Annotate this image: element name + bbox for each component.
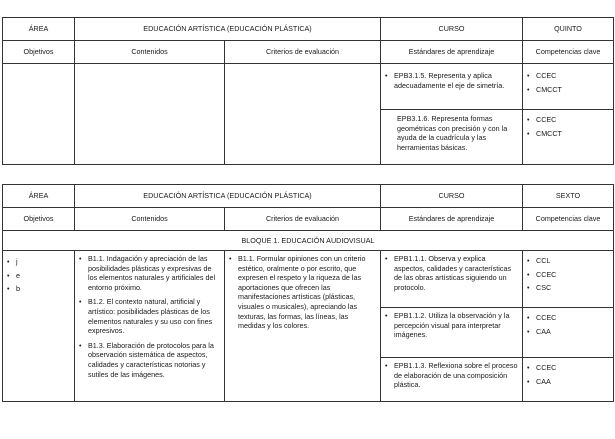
block-title: BLOQUE 1. EDUCACIÓN AUDIOVISUAL (3, 231, 614, 251)
curriculum-table-quinto (2, 17, 614, 165)
course-value: QUINTO (523, 18, 614, 41)
standard-cell (381, 110, 523, 165)
contents-cell (75, 64, 225, 165)
competency-item: • CSC (527, 283, 609, 293)
competencies-cell (523, 251, 614, 308)
subject-title: EDUCACIÓN ARTÍSTICA (EDUCACIÓN PLÁSTICA) (75, 18, 381, 41)
criteria-cell (225, 251, 381, 402)
competencies-cell (523, 64, 614, 110)
standard-cell (381, 251, 523, 308)
column-header-competencias: Competencias clave (523, 41, 614, 64)
competency-item: • CCEC (527, 363, 609, 373)
competency-item: • CCEC (527, 115, 609, 125)
content-item: • B1.1. Indagación y apreciación de las posibilidades plásticas y expresivas de los elementos naturales y artificiales del entorno próximo. (79, 254, 220, 292)
column-header-criterios: Criterios de evaluación (225, 41, 381, 64)
competency-item: • CAA (527, 377, 609, 387)
column-header-estandares: Estándares de aprendizaje (381, 208, 523, 231)
subject-title: EDUCACIÓN ARTÍSTICA (EDUCACIÓN PLÁSTICA) (75, 185, 381, 208)
column-header-competencias: Competencias clave (523, 208, 614, 231)
column-header-criterios: Criterios de evaluación (225, 208, 381, 231)
competency-item: • CMCCT (527, 129, 609, 139)
competency-item: • CMCCT (527, 85, 609, 95)
contents-cell (75, 251, 225, 402)
competencies-cell (523, 110, 614, 165)
criterion-item: • B1.1. Formular opiniones con un criterio estético, oralmente o por escrito, que expresen el respeto y la riqueza de las aportaciones que ofrecen las manifestaciones artísticas (plásticas, visuales o musicales), apreciando las texturas, las formas, las líneas, las medidas y los colores. (229, 254, 376, 331)
competency-item: • CCL (527, 256, 609, 266)
standard-cell (381, 64, 523, 110)
competency-item: • CCEC (527, 270, 609, 280)
column-header-objetivos: Objetivos (3, 208, 75, 231)
competencies-cell (523, 358, 614, 402)
column-header-estandares: Estándares de aprendizaje (381, 41, 523, 64)
competency-item: • CCEC (527, 71, 609, 81)
competencies-cell (523, 308, 614, 358)
content-item: • B1.2. El contexto natural, artificial y artístico: posibilidades plásticas de los elementos naturales y su uso con fines expresivos. (79, 297, 220, 335)
standard-item: EPB3.1.6. Representa formas geométricas con precisión y con la ayuda de la cuadrícula y las herramientas básicas. (397, 114, 508, 152)
objective-item: • e (7, 271, 70, 281)
standard-item: • EPB3.1.5. Representa y aplica adecuadamente el eje de simetría. (385, 71, 518, 90)
standard-item: • EPB1.1.1. Observa y explica aspectos, calidades y características de las obras artísticas siguiendo un protocolo. (385, 254, 518, 292)
course-value: SEXTO (523, 185, 614, 208)
column-header-contenidos: Contenidos (75, 208, 225, 231)
column-header-contenidos: Contenidos (75, 41, 225, 64)
course-label: CURSO (381, 185, 523, 208)
standard-item: • EPB1.1.2. Utiliza la observación y la percepción visual para interpretar imágenes. (385, 311, 518, 340)
objective-item: • b (7, 284, 70, 294)
competency-item: • CCEC (527, 313, 609, 323)
content-item: • B1.3. Elaboración de protocolos para la observación sistemática de aspectos, calidades y características notorias y sutiles de las imágenes. (79, 341, 220, 379)
objectives-cell (3, 251, 75, 402)
standard-cell (381, 358, 523, 402)
criteria-cell (225, 64, 381, 165)
area-label: ÁREA (3, 18, 75, 41)
standard-cell (381, 308, 523, 358)
curriculum-table-sexto (2, 184, 614, 402)
course-label: CURSO (381, 18, 523, 41)
standard-item: • EPB1.1.3. Reflexiona sobre el proceso de elaboración de una composición plástica. (385, 361, 518, 390)
column-header-objetivos: Objetivos (3, 41, 75, 64)
objectives-cell (3, 64, 75, 165)
objective-item: • j (7, 257, 70, 267)
area-label: ÁREA (3, 185, 75, 208)
competency-item: • CAA (527, 327, 609, 337)
